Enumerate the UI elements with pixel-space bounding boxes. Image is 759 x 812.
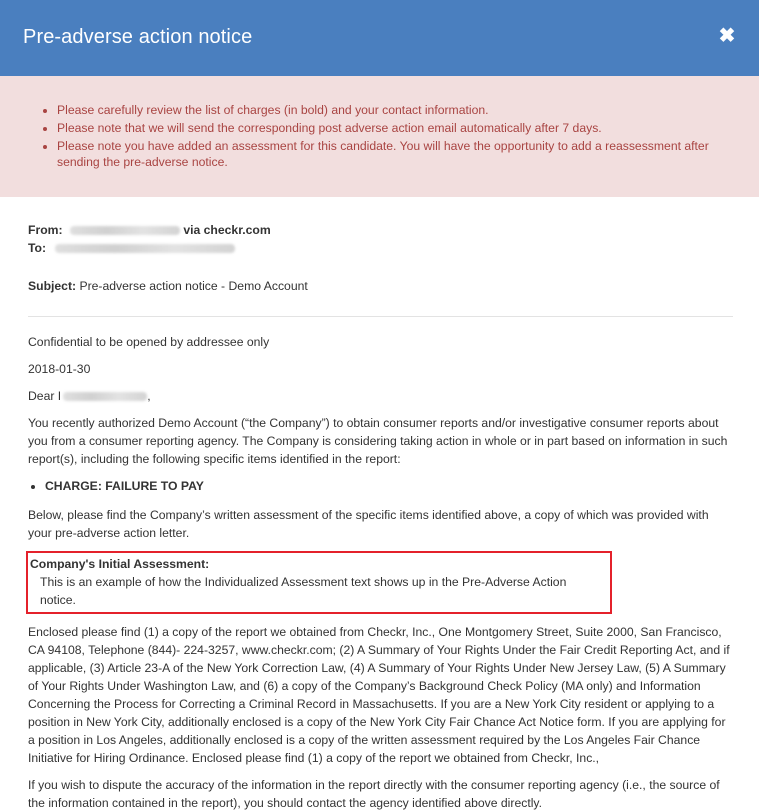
assessment-intro: Below, please find the Company’s written assessment of the specific items identified above, a copy of which was provided with your pre-adverse action letter. (28, 508, 709, 540)
modal-title: Pre-adverse action notice (23, 26, 253, 48)
intro-paragraph: You recently authorized Demo Account (“the Company”) to obtain consumer reports and/or investigative consumer reports about you from a consumer reporting agency. The Company is considering taking action in whole or in part based on information in such report(s), including the following specific items identified in the report: (28, 416, 728, 466)
warning-alert (0, 76, 759, 197)
charges-list (28, 477, 733, 495)
alert-item: • Please note that we will send the corresponding post adverse action email automatically after 7 days. (57, 120, 729, 136)
close-icon[interactable]: ✖ (718, 25, 736, 47)
letter-date: 2018-01-30 (28, 362, 91, 376)
alert-item: • Please carefully review the list of charges (in bold) and your contact information. (57, 102, 729, 118)
from-row (28, 221, 733, 239)
from-label: From: (28, 223, 63, 237)
dispute-paragraph: If you wish to dispute the accuracy of the information in the report directly with the consumer reporting agency (i.e., the source of the information contained in the report), you should contact the agency identified above directly. (28, 778, 720, 810)
salutation-prefix: Dear I (28, 389, 62, 403)
alert-item: • Please note you have added an assessment for this candidate. You will have the opportunity to add a reassessment after sending the pre-adverse notice. (57, 138, 729, 170)
from-via: via checkr.com (183, 223, 271, 237)
charge-item: • CHARGE: FAILURE TO PAY (45, 477, 733, 495)
assessment-heading: Company's Initial Assessment: (30, 557, 210, 571)
redacted-candidate-name (63, 392, 147, 401)
redacted-to-address (55, 244, 235, 253)
email-meta (28, 197, 733, 257)
modal-header (0, 0, 759, 76)
subject-value: Pre-adverse action notice - Demo Account (79, 279, 308, 293)
salutation (28, 387, 733, 405)
initial-assessment-highlight (26, 551, 612, 614)
subject-row (28, 277, 733, 295)
to-label: To: (28, 241, 47, 255)
to-row (28, 239, 733, 257)
divider (28, 316, 733, 317)
confidential-line: Confidential to be opened by addressee only (28, 335, 270, 349)
email-preview (0, 197, 759, 812)
alert-list (0, 76, 759, 170)
redacted-from-address (70, 226, 180, 235)
salutation-suffix: , (147, 389, 151, 403)
subject-label: Subject: (28, 279, 77, 293)
assessment-text: This is an example of how the Individualized Assessment text shows up in the Pre-Adverse Action notice. (40, 575, 567, 607)
enclosed-paragraph: Enclosed please find (1) a copy of the report we obtained from Checkr, Inc., One Montgomery Street, Suite 2000, San Francisco, CA 94108, Telephone (844)- 224-3257, www.checkr.com; (2) A Summary of Your Rights Under the Fair Credit Reporting Act, and if applicable, (3) Article 23-A of the New York Correction Law, (4) A Summary of Your Rights Under New Jersey Law, (5) A Summary of Your Rights Under Washington Law, and (6) a copy of the Company’s Background Check Policy (MA only) and Information Concerning the Process for Correcting a Criminal Record in Massachusetts. If you are a New York City resident or applying to a position in New York City, additionally enclosed is a copy of the New York City Fair Chance Act Notice form. If you are applying for a position in Los Angeles, additionally enclosed is a copy of the written assessment required by the Los Angeles Fair Chance Initiative for Hiring Ordinance. Enclosed please find (1) a copy of the report we obtained from Checkr, Inc., (28, 625, 730, 765)
